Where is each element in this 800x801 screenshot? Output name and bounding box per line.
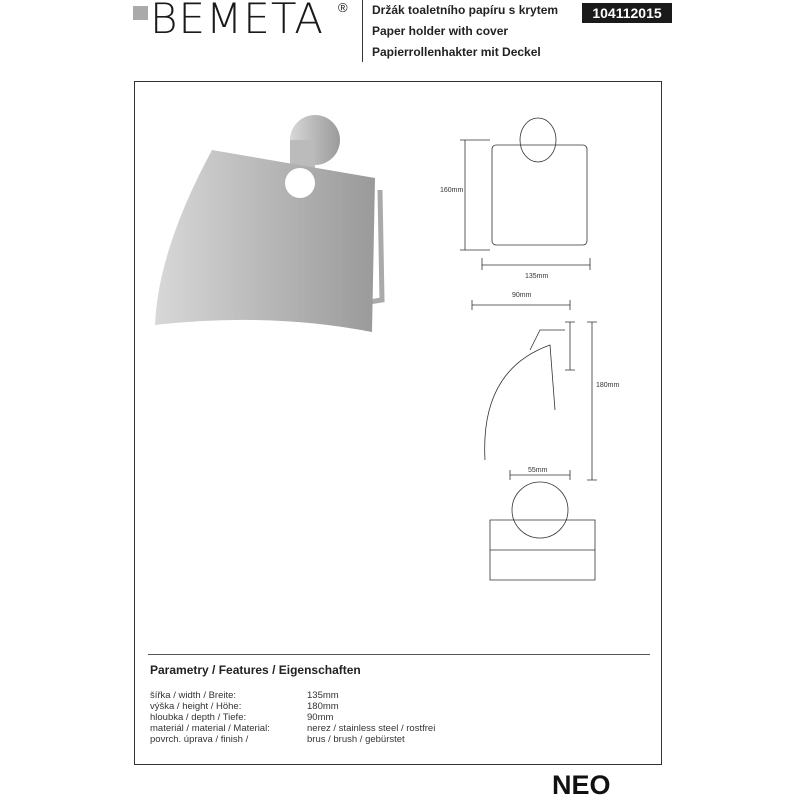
features-divider	[148, 654, 650, 655]
logo-mark	[133, 6, 148, 20]
brand-logo: BEMETA	[150, 0, 324, 43]
top-width-label: 55mm	[528, 467, 548, 474]
feature-value: brus / brush / gebürstet	[307, 734, 405, 745]
title-en: Paper holder with cover	[372, 24, 509, 38]
technical-drawings	[430, 100, 630, 620]
series-name: NEO	[552, 770, 611, 800]
side-height-label: 180mm	[596, 382, 620, 389]
front-width-label: 135mm	[525, 273, 549, 280]
title-de: Papierrollenhakter mit Deckel	[372, 45, 541, 59]
feature-label: povrch. úprava / finish /	[150, 734, 249, 745]
title-cs: Držák toaletního papíru s krytem	[372, 3, 559, 17]
feature-value: 180mm	[307, 701, 339, 712]
feature-value: 135mm	[307, 690, 339, 701]
features-title: Parametry / Features / Eigenschaften	[150, 663, 361, 677]
side-depth-label: 90mm	[512, 292, 532, 299]
feature-value: 90mm	[307, 712, 334, 723]
product-code-badge: 104112015	[582, 3, 672, 23]
feature-value: nerez / stainless steel / rostfrei	[307, 723, 436, 734]
product-photo	[140, 100, 400, 340]
registered-mark: ®	[338, 0, 348, 15]
feature-label: výška / height / Höhe:	[150, 701, 242, 712]
feature-label: materiál / material / Material:	[150, 723, 270, 734]
feature-label: šířka / width / Breite:	[150, 690, 237, 701]
header-divider	[362, 0, 363, 62]
front-height-label: 160mm	[440, 187, 464, 194]
feature-label: hloubka / depth / Tiefe:	[150, 712, 247, 723]
